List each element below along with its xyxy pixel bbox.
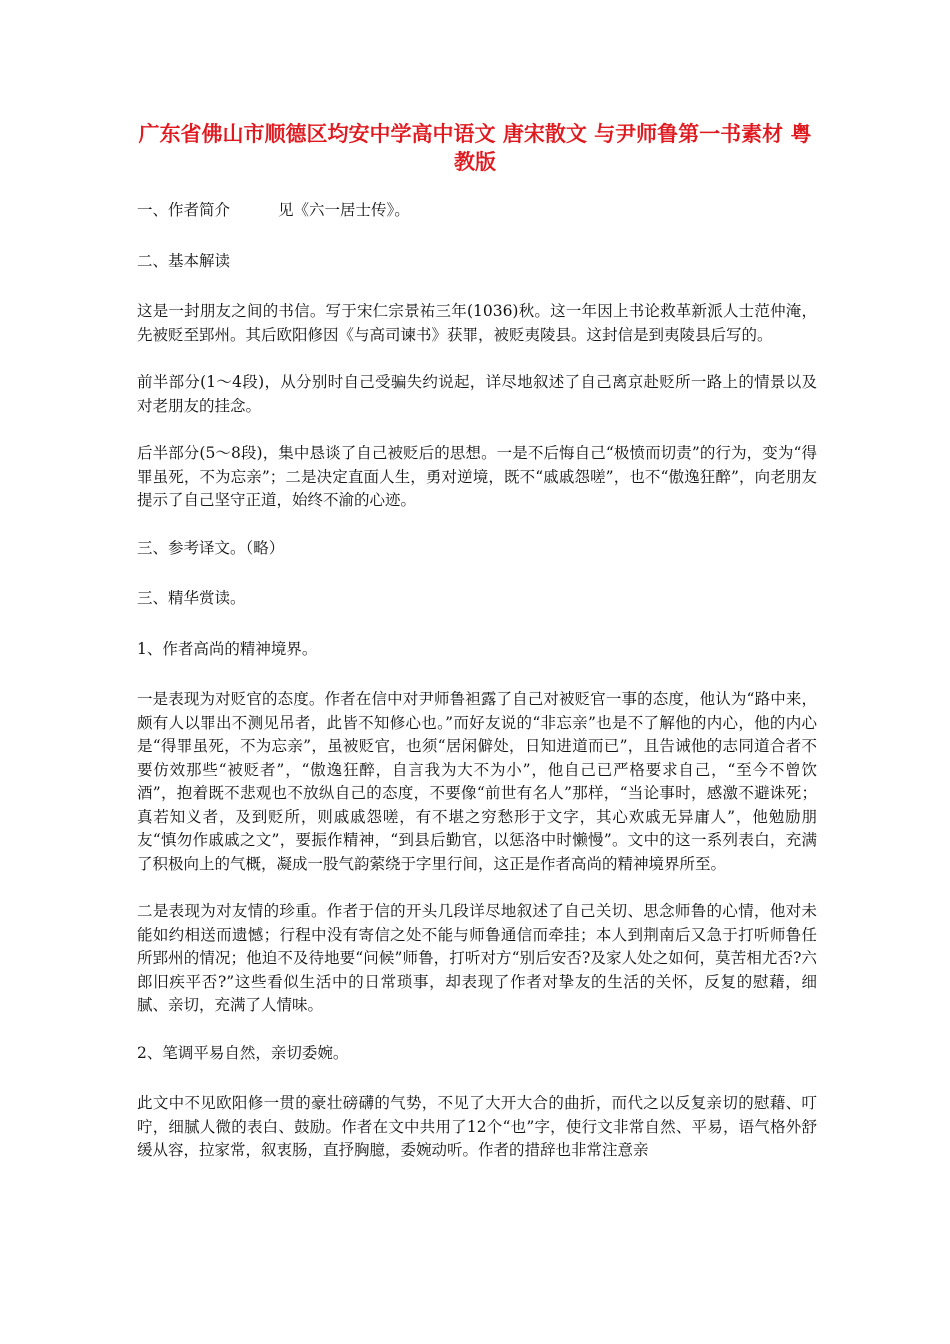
paragraph: 此文中不见欧阳修一贯的豪壮磅礴的气势，不见了大开大合的曲折，而代之以反复亲切的慰藉、叮咛，细腻人微的表白、鼓励。作者在文中共用了12个“也”字，使行文非常自然、平易，语气格外舒缓从容，拉家常，叙衷肠，直抒胸臆，委婉动听。作者的措辞也非常注意亲 <box>137 1094 817 1159</box>
subsection-heading: 2、笔调平易自然，亲切委婉。 <box>137 1043 349 1062</box>
paragraph: 这是一封朋友之间的书信。写于宋仁宗景祐三年(1036)秋。这一年因上书论救革新派人士范仲淹，先被贬至郢州。其后欧阳修因《与高司谏书》获罪，被贬夷陵县。这封信是到夷陵县后写的。 <box>137 302 817 344</box>
document-title: 广东省佛山市顺德区均安中学高中语文 唐宋散文 与尹师鲁第一书素材 粤教版 <box>138 122 812 174</box>
document-body <box>137 199 817 1187</box>
section-author-intro <box>137 199 817 223</box>
section-heading: 三、参考译文。（略） <box>137 538 285 557</box>
paragraph: 二是表现为对友情的珍重。作者于信的开头几段详尽地叙述了自己关切、思念师鲁的心情，他对未能如约相送而遗憾；行程中没有寄信之处不能与师鲁通信而牵挂；本人到荆南后又急于打听师鲁任所郢州的情况；他迫不及待地要“问候”师鲁，打听对方“别后安否?及家人处之如何，莫苦相尤否?六郎旧疾平否?”这些看似生活中的日常琐事，却表现了作者对挚友的生活的关怀，反复的慰藉，细腻、亲切，充满了人情味。 <box>137 902 817 1014</box>
section-heading: 一、作者简介 <box>137 201 231 219</box>
paragraph: 一是表现为对贬官的态度。作者在信中对尹师鲁袒露了自己对被贬官一事的态度，他认为“路中来，颇有人以罪出不测见吊者，此皆不知修心也。”而好友说的“非忘亲”也是不了解他的内心，他的内心是“得罪虽死，不为忘亲”，虽被贬官，也须“居闲僻处，日知进道而已”，且告诫他的志同道合者不要仿效那些“被贬者”，“傲逸狂醉，自言我为大不为小”，他自己已严格要求自己，“至今不曾饮酒”，抱着既不悲观也不放纵自己的态度，不要像“前世有名人”那样，“当论事时，感激不避诛死；真若知义者，及到贬所，则戚戚怨嗟，有不堪之穷愁形于文字，其心欢戚无异庸人”，他勉励朋友“慎勿作戚戚之文”，要振作精神，“到县后勤官，以惩洛中时懒慢”。文中的这一系列表白，充满了积极向上的气概，凝成一股气韵萦绕于字里行间，这正是作者高尚的精神境界所至。 <box>137 690 817 873</box>
paragraph: 后半部分(5～8段)，集中恳谈了自己被贬后的思想。一是不后悔自己“极愤而切责”的行为，变为“得罪虽死，不为忘亲”；二是决定直面人生，勇对逆境，既不“戚戚怨嗟”，也不“傲逸狂醉”，向老朋友提示了自己坚守正道，始终不渝的心迹。 <box>137 444 817 509</box>
section-heading: 二、基本解读 <box>137 251 231 270</box>
paragraph-text: 见《六一居士传》。 <box>278 201 410 219</box>
section-heading: 三、精华赏读。 <box>137 589 246 607</box>
paragraph: 前半部分(1～4段)，从分别时自己受骗失约说起，详尽地叙述了自己离京赴贬所一路上的情景以及对老朋友的挂念。 <box>137 373 817 415</box>
subsection-heading: 1、作者高尚的精神境界。 <box>137 639 318 658</box>
